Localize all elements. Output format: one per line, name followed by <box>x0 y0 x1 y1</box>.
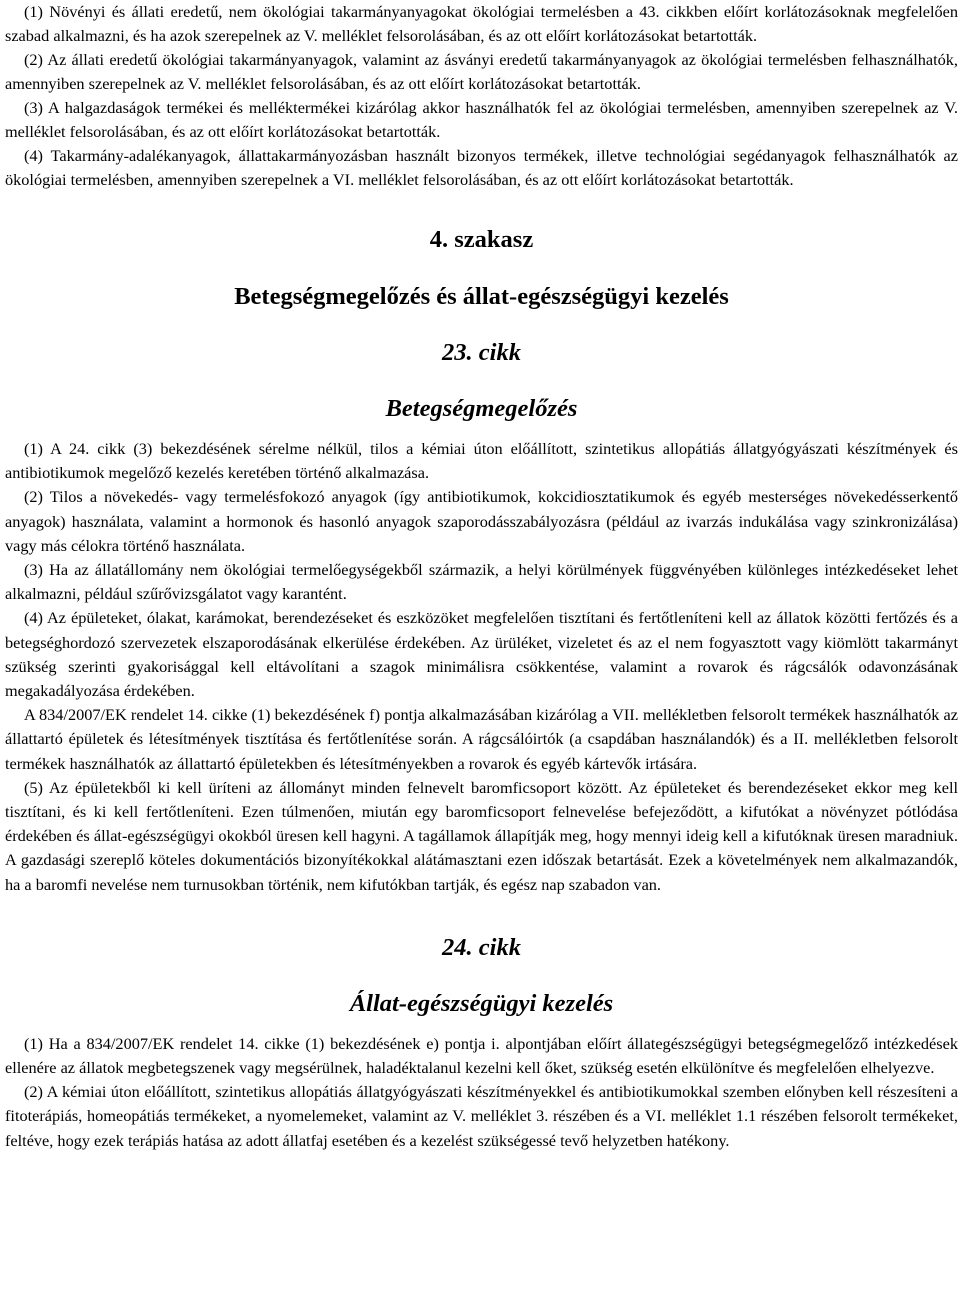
paragraph-23-5: (5) Az épületekből ki kell üríteni az állományt minden felnevelt baromficsoport között. Az épületeket és berendezéseket ekkor meg kell tisztítani, és ki kell fertőtleníteni. Ezen túlmenően, miután egy baromficsoport felnevelése befejeződött, a kifutókat a növényzet pótlódása érdekében és állat-egészségügyi okokból üresen kell hagyni. A tagállamok állapítják meg, hogy mennyi ideig kell a kifutóknak üresen maradniuk. A gazdasági szereplő köteles dokumentációs bizonyítékokkal alátámasztani ezen időszak betartását. Ezek a követelmények nem alkalmazandók, ha a baromfi nevelése nem turnusokban történik, nem kifutókban tartják, és egész nap szabadon van. <box>5 777 958 894</box>
article-24-body <box>5 1032 958 1153</box>
article-23-title: Betegségmegelőzés <box>385 395 578 422</box>
paragraph-23-2: (2) Tilos a növekedés- vagy termelésfokozó anyagok (így antibiotikumok, kokcidiosztatikumok és egyéb mesterséges növekedésserkentő anyagok) használata, valamint a hormonok és hasonló anyagok szaporodásszabályozásra (például az ivarzás indukálása vagy szinkronizálása) vagy más célokra történő használata. <box>5 487 958 555</box>
article-24-number: 24. cikk <box>442 933 521 961</box>
paragraph-22-3: (3) A halgazdaságok termékei és melléktermékei kizárólag akkor használhatók fel az ökológiai termelésben, amennyiben szerepelnek az V. melléklet felsorolásában, és az ott előírt korlátozásokat betartották. <box>5 98 958 141</box>
paragraph-22-4: (4) Takarmány-adalékanyagok, állattakarmányozásban használt bizonyos termékek, illetve technológiai segédanyagok felhasználhatók az ökológiai termelésben, amennyiben szerepelnek a VI. melléklet felsorolásában, és az ott előírt korlátozásokat betartották. <box>5 146 958 189</box>
paragraph-23-1: (1) A 24. cikk (3) bekezdésének sérelme nélkül, tilos a kémiai úton előállított, szintetikus allopátiás állatgyógyászati készítmények és antibiotikumok megelőző kezelés keretében történő alkalmazása. <box>5 439 958 483</box>
section-title: Betegségmegelőzés és állat-egészségügyi kezelés <box>234 283 729 310</box>
paragraph-23-4-continued: A 834/2007/EK rendelet 14. cikke (1) bekezdésének f) pontja alkalmazásában kizárólag a VII. mellékletben felsorolt termékek használhatók az állattartó épületek és létesítmények tisztítása és fertőtlenítése során. A rágcsálóirtók (a csapdában használandók) és a II. mellékletben felsorolt termékek használhatók az állattartó épületekben és létesítményekben a rovarok és egyéb kártevők irtására. <box>5 705 958 773</box>
paragraph-22-1: (1) Növényi és állati eredetű, nem ökológiai takarmányanyagokat ökológiai termelésben a 43. cikkben előírt korlátozásoknak megfelelően szabad alkalmazni, és ha azok szerepelnek az V. melléklet felsorolásában, és az ott előírt korlátozásokat betartották. <box>5 2 958 45</box>
paragraph-24-1: (1) Ha a 834/2007/EK rendelet 14. cikke (1) bekezdésének e) pontja i. alpontjában előírt állategészségügyi betegségmegelőző intézkedések ellenére az állatok megbetegszenek vagy megsérülnek, haladéktalanul kezelni kell őket, szükség esetén elkülönítve és megfelelően elhelyezve. <box>5 1033 958 1078</box>
article-23-body <box>5 437 958 897</box>
article-22-continuation <box>5 0 958 192</box>
paragraph-23-4: (4) Az épületeket, ólakat, karámokat, berendezéseket és eszközöket megfelelően tisztítani és fertőtleníteni kell az állatok közötti fertőzés és a betegséghordozó szervezetek elszaporodásának elkerülése érdekében. Az ürüléket, vizeletet és az el nem fogyasztott vagy kiömlött takarmányt szükség szerinti gyakorisággal kell eltávolítani a szagok minimálisra csökkentése, valamint a rovarok és rágcsálók odavonzásának megakadályozása érdekében. <box>5 608 958 701</box>
article-23-number: 23. cikk <box>442 339 521 366</box>
paragraph-24-2: (2) A kémiai úton előállított, szintetikus allopátiás állatgyógyászati készítményekkel és antibiotikumokkal szemben előnyben kell részesíteni a fitoterápiás, homeopátiás termékeket, a nyomelemeket, valamint az V. melléklet 3. részében és a VI. melléklet 1.1 részében felsorolt termékeket, feltéve, hogy ezek terápiás hatása az adott állatfaj esetében és a kezelést szükségessé tevő helyzetben hatékony. <box>5 1082 958 1150</box>
section-number: 4. szakasz <box>429 226 534 253</box>
paragraph-22-2: (2) Az állati eredetű ökológiai takarmányanyagok, valamint az ásványi eredetű takarmányanyagok az ökológiai termelésben felhasználhatók, amennyiben szerepelnek az V. melléklet felsorolásában, és az ott előírt korlátozásokat betartották. <box>5 50 958 93</box>
article-24-title: Állat-egészségügyi kezelés <box>349 989 614 1017</box>
paragraph-23-3: (3) Ha az állatállomány nem ökológiai termelőegységekből származik, a helyi körülmények függvényében különleges intézkedéseket lehet alkalmazni, például szűrővizsgálatot vagy karantént. <box>5 560 958 604</box>
